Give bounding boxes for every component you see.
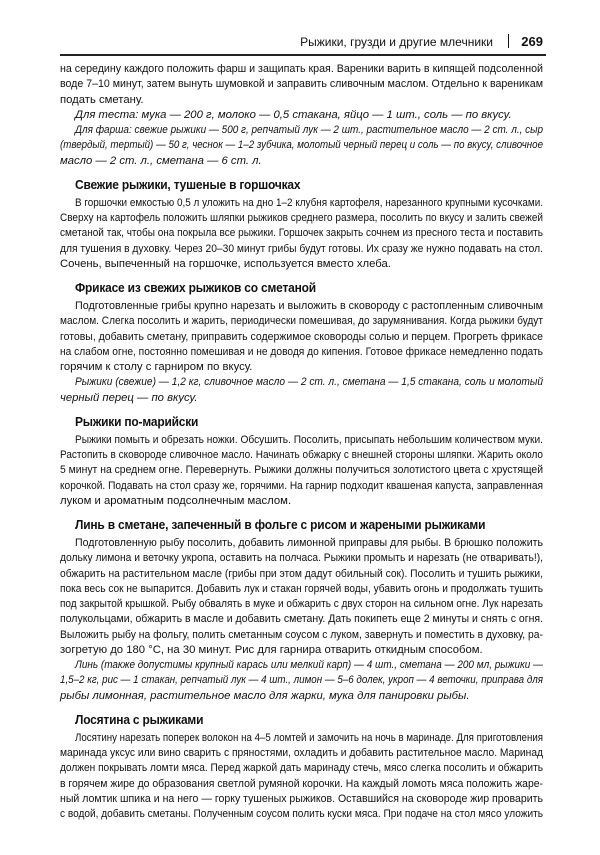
text-line: маслом. Слегка посолить и жарить, периодически помешивая, до зарумянивания. Когда рыжики будут bbox=[60, 315, 543, 328]
text-line: масло — 2 ст. л., сметана — 6 ст. л. bbox=[60, 154, 262, 167]
page-number: 269 bbox=[521, 34, 543, 49]
text-line: Для теста: мука — 200 г, молоко — 0,5 стакана, яйцо — 1 шт., соль — по вкусу. bbox=[75, 108, 512, 121]
text-line: Сверху на картофель положить шляпки рыжиков среднего размера, посолить по вкусу и залить свежей bbox=[60, 212, 543, 224]
header-separator bbox=[508, 34, 510, 48]
text-line: Рыжики помыть и обрезать ножки. Обсушить. Посолить, присыпать небольшим количеством муки. bbox=[75, 433, 543, 446]
text-line: пока весь сок не выпарится. Добавить лук и стакан горячей воды, убавить огонь и продолжать тушить bbox=[60, 582, 543, 595]
text-line: Растопить в сковороде сливочное масло. Начинать обжарку с внешней стороны шляпки. Жарить около bbox=[60, 449, 543, 461]
running-title: Рыжики, грузди и другие млечники bbox=[300, 35, 493, 49]
text-line: под закрытой крышкой. Рыбу обвалять в муке и обжарить с двух сторон на сильном огне. Лук нарезать bbox=[60, 598, 543, 610]
text-line: Сочень, выпеченный на горшочке, используется вместо хлеба. bbox=[60, 257, 391, 270]
text-line: Линь (также допустимы крупный карась или мелкий карп) — 4 шт., сметана — 200 мл, рыжики — bbox=[75, 659, 543, 671]
text-line: воде 7–10 минут, затем вынуть шумовкой и заправить сливочным маслом. Отдельно к вареникам bbox=[60, 78, 543, 91]
text-line: подать сметану. bbox=[60, 93, 144, 106]
text-line: на середину каждого положить фарш и защипать края. Вареники варить в кипящей подсоленной bbox=[60, 63, 543, 75]
text-line: должен покрывать ломти мяса. Перед жаркой дать маринаду стечь, мясо слегка посолить и обжарить bbox=[60, 762, 543, 775]
text-line: Выложить рыбу на фольгу, полить сметанным соусом с луком, завернуть и поместить в духовку, ра- bbox=[60, 628, 543, 641]
body-paragraph bbox=[60, 536, 543, 658]
text-line: корочкой. Подавать на стол сразу же, горячими. На гарнир подходит квашеная капуста, заправленная bbox=[60, 479, 543, 492]
text-line: Для фарша: свежие рыжики — 500 г, репчатый лук — 2 шт., растительное масло — 2 ст. л., сыр bbox=[75, 124, 543, 136]
ingredients-paragraph bbox=[60, 123, 543, 169]
text-line: зогретую до 180 °С, на 30 минут. Рис для гарнира отварить откидным способом. bbox=[60, 643, 483, 656]
recipe-heading: Свежие рыжики, тушеные в горшочках bbox=[75, 176, 301, 192]
text-line: Рыжики (свежие) — 1,2 кг, сливочное масло — 2 ст. л., сметана — 1,5 стакана, соль и молотый bbox=[75, 376, 543, 389]
text-line: маринада уксус или вино сварить с пряностями, охладить и добавить растительное масло. Маринад bbox=[60, 747, 543, 759]
page-body bbox=[60, 62, 543, 822]
text-line: рыбы лимонная, растительное масло для жарки, мука для панировки рыбы. bbox=[60, 689, 470, 702]
text-line: ный ломтик шпика и на него — горку тушеных рыжиков. Оставшийся на сковороде жир проварить bbox=[60, 792, 543, 805]
text-line: луком и ароматным подсолнечным маслом. bbox=[60, 494, 292, 507]
text-line: 1,5–2 кг, рис — 1 стакан, репчатый лук — 4 шт., лимон — 5–6 долек, укроп — 4 веточки, приправа для bbox=[60, 674, 543, 687]
text-line: дольку лимона и веточку укропа, оставить на полчаса. Рыжики промыть и нарезать (не отваривать!), bbox=[60, 552, 543, 565]
text-line: Подготовленную рыбу посолить, добавить лимонной приправы для рыбы. В брюшко положить bbox=[75, 537, 543, 549]
text-line: для тушения в духовку. Через 20–30 минут грибы будут готовы. Их сразу же нужно подавать на стол. bbox=[60, 242, 543, 255]
text-line: готовы, добавить сметану, приправить содержимое сковороды солью и перцем. Прогреть фрикасе bbox=[60, 330, 543, 343]
text-line: (твердый, тертый) — 50 г, чеснок — 1–2 зубчика, молотый черный перец и соль — по вкусу, сливочное bbox=[60, 139, 543, 152]
header-rule bbox=[60, 54, 546, 56]
text-line: черный перец — по вкусу. bbox=[60, 391, 198, 404]
text-line: обжарить на растительном масле (грибы при этом дадут обильный сок). Посолить и тушить рыжики, bbox=[60, 567, 543, 580]
ingredients-paragraph bbox=[60, 108, 543, 123]
recipe-heading: Рыжики по-марийски bbox=[75, 413, 199, 429]
text-line: в горячем жире до образования светлой румяной корочки. На каждый ломоть мяса положить жаре- bbox=[60, 777, 543, 790]
body-paragraph bbox=[60, 62, 543, 108]
body-paragraph bbox=[60, 433, 543, 509]
text-line: сметаной так, чтобы она покрыла все рыжики. Горшочек закрыть сочнем из пресного теста и поставить bbox=[60, 227, 543, 240]
recipe-heading: Лосятина с рыжиками bbox=[75, 711, 204, 727]
text-line: с водой, добавить сметаны. Полученным соусом полить куски мяса. При подаче на стол мясо уложить bbox=[60, 808, 543, 820]
text-line: В горшочки емкостью 0,5 л уложить на дно 1–2 клубня картофеля, нарезанного крупными кусочками. bbox=[75, 196, 543, 209]
body-paragraph bbox=[60, 299, 543, 375]
recipe-heading: Линь в сметане, запеченный в фольге с рисом и жареными рыжиками bbox=[75, 517, 486, 532]
text-line: Лосятину нарезать поперек волокон на 4–5 ломтей и замочить на ночь в маринаде. Для приготовления bbox=[75, 731, 543, 744]
text-line: полукольцами, обжарить в масле и добавить сметану. Дать покипеть еще 2 минуты и снять с огня. bbox=[60, 613, 543, 626]
text-line: 5 минут на среднем огне. Перевернуть. Рыжики должны получиться золотистого цвета с хрустящей bbox=[60, 464, 543, 477]
text-line: горячим к столу с гарниром по вкусу. bbox=[60, 361, 253, 373]
ingredients-paragraph bbox=[60, 375, 543, 406]
text-line: на слабом огне, постоянно помешивая и не доводя до кипения. Готовое фрикасе немедленно подать bbox=[60, 345, 543, 358]
body-paragraph bbox=[60, 196, 543, 272]
ingredients-paragraph bbox=[60, 658, 543, 704]
recipe-heading: Фрикасе из свежих рыжиков со сметаной bbox=[75, 280, 316, 295]
text-line: Подготовленные грибы крупно нарезать и выложить в сковороду с растопленным сливочным bbox=[75, 300, 543, 312]
running-header bbox=[60, 33, 545, 53]
body-paragraph bbox=[60, 731, 543, 823]
